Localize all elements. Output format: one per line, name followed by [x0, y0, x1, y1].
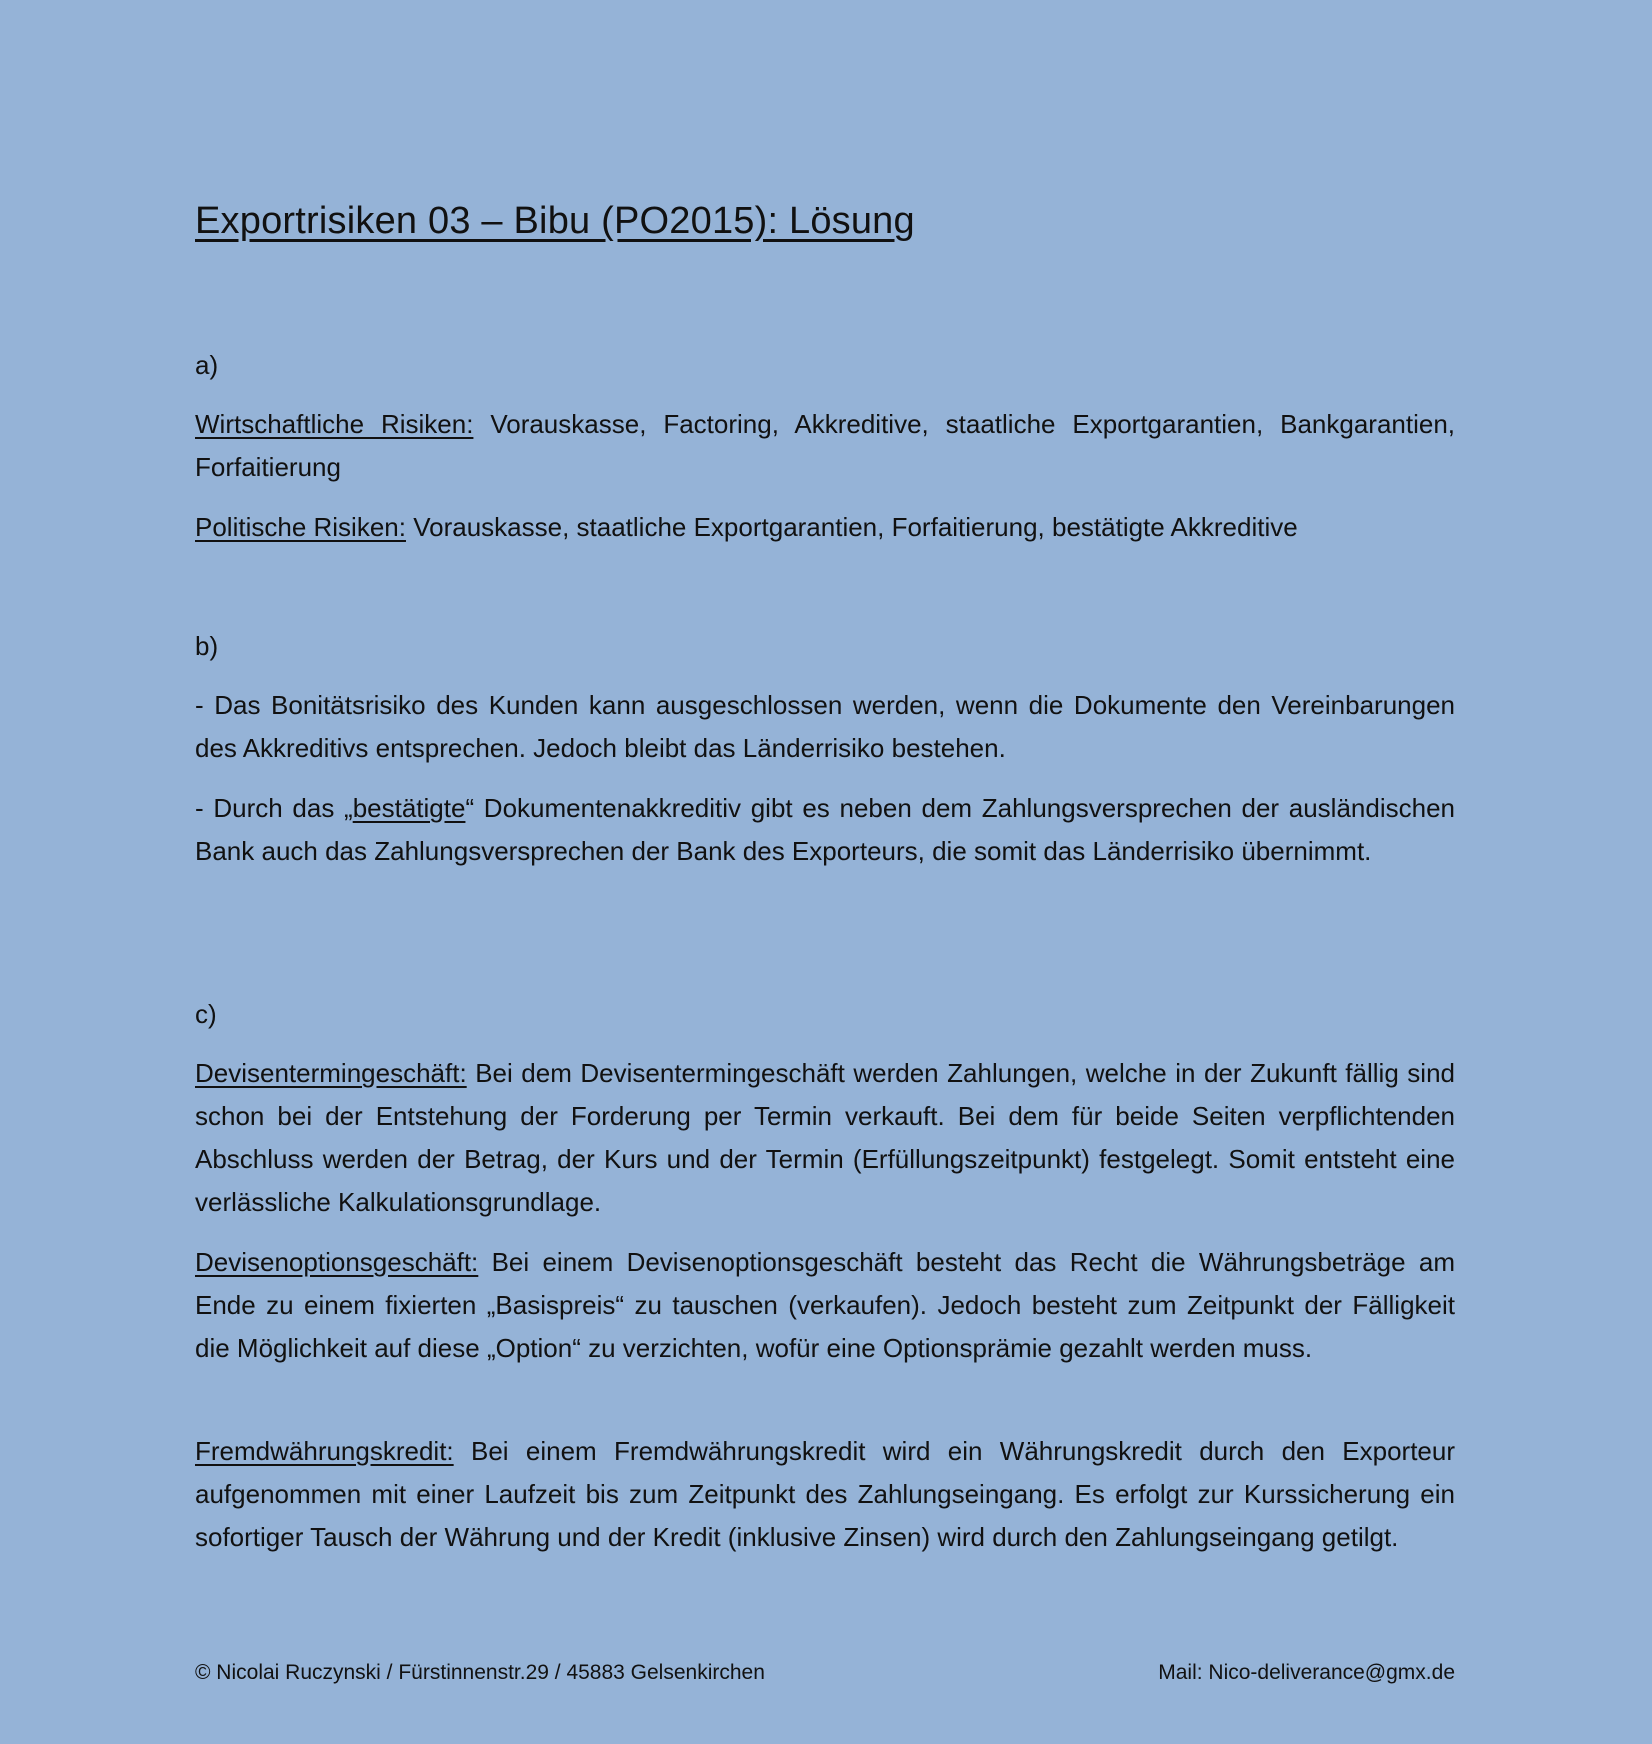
economic-risks-text: Vorauskasse, Factoring, Akkreditive, staatliche Exportgarantien, Bankgarantien, Forfaitierung — [195, 409, 1456, 482]
foreign-currency-loan-label: Fremdwährungskredit: — [195, 1436, 454, 1466]
section-c-currency-option — [195, 1241, 1455, 1370]
section-a-marker: a) — [195, 350, 219, 380]
section-b-p2-prefix: - Durch das „ — [195, 793, 353, 823]
economic-risks-label: Wirtschaftliche Risiken: — [195, 409, 474, 439]
footer-copyright: © Nicolai Ruczynski / Fürstinnenstr.29 / 45883 Gelsenkirchen — [195, 1661, 765, 1684]
forward-exchange-text: Bei dem Devisentermingeschäft werden Zahlungen, welche in der Zukunft fällig sind schon bei der Entstehung der Forderung per Termin verkauft. Bei dem für beide Seiten verpflichtenden Abschluss werden der Betrag, der Kurs und der Termin (Erfüllungszeitpunkt) festgelegt. Somit entsteht eine verlässliche Kalkulationsgrundlage. — [195, 1058, 1455, 1217]
forward-exchange-label: Devisentermingeschäft: — [195, 1058, 467, 1088]
confirmed-underlined-word: bestätigte — [352, 793, 466, 823]
section-c-marker: c) — [195, 999, 217, 1029]
page-footer — [195, 1661, 1455, 1685]
footer-email: Mail: Nico-deliverance@gmx.de — [1158, 1661, 1455, 1684]
section-c-foreign-currency-loan — [195, 1430, 1455, 1559]
currency-option-text: Bei einem Devisenoptionsgeschäft besteht das Recht die Währungsbeträge am Ende zu einem fixierten „Basispreis“ zu tauschen (verkaufen). Jedoch besteht zum Zeitpunkt der Fälligkeit die Möglichkeit auf diese „Option“ zu verzichten, wofür eine Optionsprämie gezahlt werden muss. — [195, 1247, 1455, 1363]
political-risks-text: Vorauskasse, staatliche Exportgarantien, Forfaitierung, bestätigte Akkreditive — [405, 512, 1298, 542]
section-a-economic-risks — [195, 403, 1455, 489]
section-b-paragraph-2 — [195, 787, 1455, 873]
section-b-p2-suffix: “ Dokumentenakkreditiv gibt es neben dem Zahlungsversprechen der ausländischen Bank auch das Zahlungsversprechen der Bank des Exporteurs, die somit das Länderrisiko übernimmt. — [195, 793, 1455, 866]
currency-option-label: Devisenoptionsgeschäft: — [195, 1247, 479, 1277]
political-risks-label: Politische Risiken: — [195, 512, 406, 542]
foreign-currency-loan-text: Bei einem Fremdwährungskredit wird ein Währungskredit durch den Exporteur aufgenommen mit einer Laufzeit bis zum Zeitpunkt des Zahlungseingang. Es erfolgt zur Kurssicherung ein sofortiger Tausch der Währung und der Kredit (inklusive Zinsen) wird durch den Zahlungseingang getilgt. — [195, 1436, 1455, 1552]
section-a-political-risks — [195, 506, 1455, 549]
document-title: Exportrisiken 03 – Bibu (PO2015): Lösung — [195, 200, 915, 242]
section-b-marker: b) — [195, 631, 219, 661]
section-b-paragraph-1: - Das Bonitätsrisiko des Kunden kann ausgeschlossen werden, wenn die Dokumente den Vereinbarungen des Akkreditivs entsprechen. Jedoch bleibt das Länderrisiko bestehen. — [195, 690, 1455, 763]
document-page — [195, 0, 1455, 1744]
section-c-forward-exchange — [195, 1052, 1455, 1224]
